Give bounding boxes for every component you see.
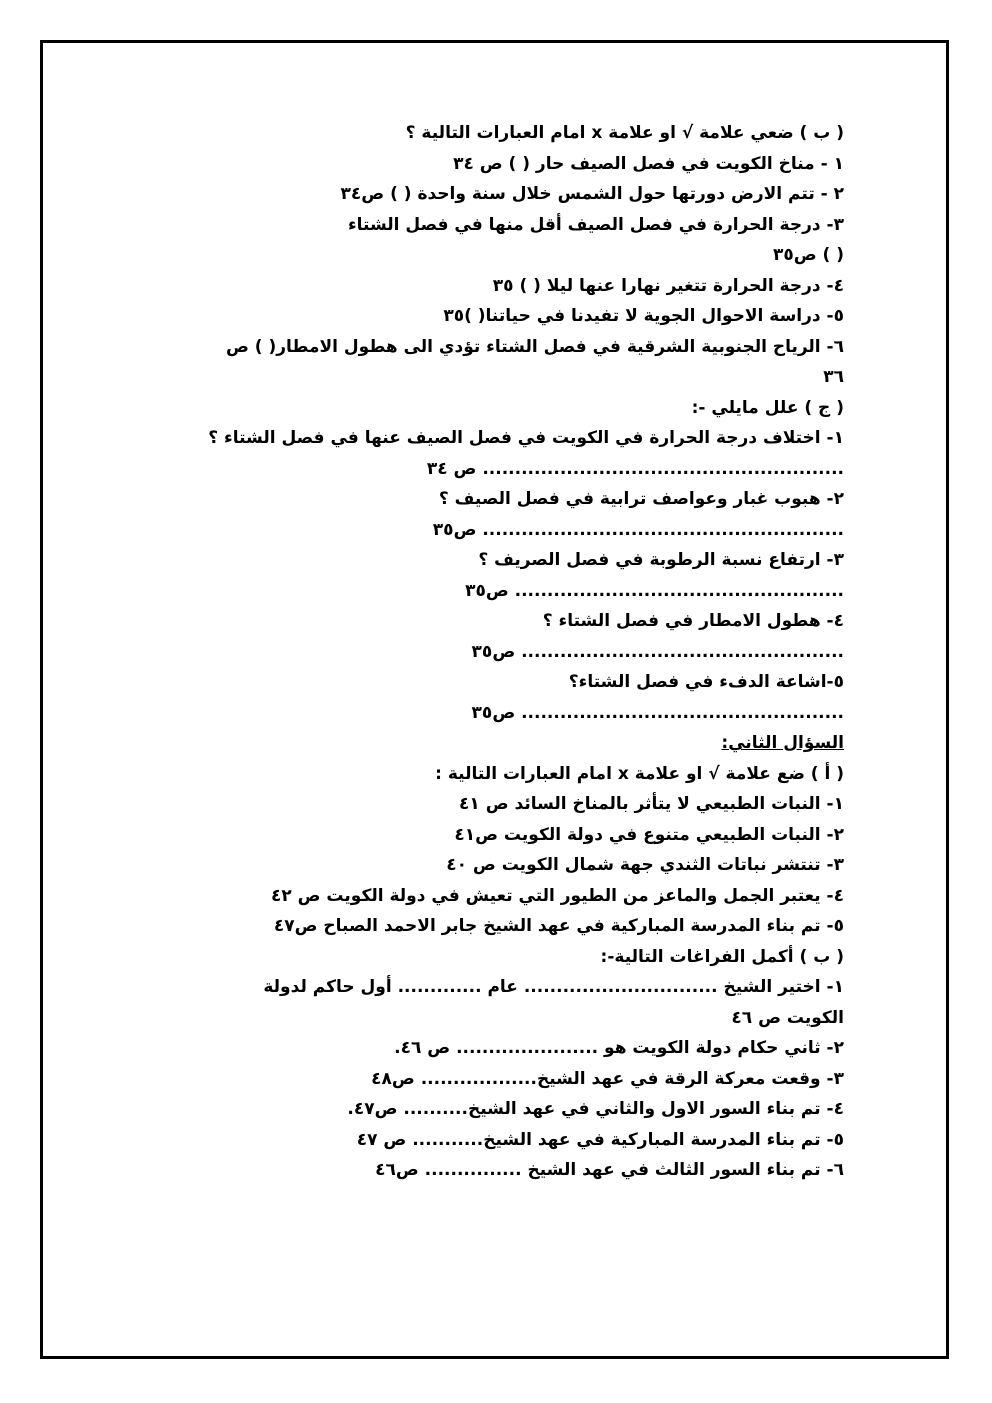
list-item: ٤- تم بناء السور الاول والثاني في عهد الشيخ.......... ص٤٧. [347,1099,844,1119]
question-two-heading: السؤال الثاني: [721,733,844,753]
list-item: ٥- تم بناء المدرسة المباركية في عهد الشيخ........... ص ٤٧ [356,1129,844,1150]
list-item: ٤- يعتبر الجمل والماعز من الطيور التي تعيش في دولة الكويت ص ٤٢ [270,885,844,906]
section-a-heading: ( أ ) ضع علامة √ او علامة x امام العبارات التالية : [435,763,844,784]
list-item: ٥- دراسة الاحوال الجوية لا تفيدنا في حياتنا( )٣٥ [443,306,844,326]
list-item: ٢- النبات الطبيعي متنوع في دولة الكويت ص٤١ [454,824,844,845]
list-item: ٣٦ [823,367,844,387]
section-b2-heading: ( ب ) أكمل الفراغات التالية-: [600,946,844,967]
list-item: ١- اختير الشيخ .............................. عام ............. أول حاكم لدولة [263,977,844,997]
list-item: ٥- تم بناء المدرسة المباركية في عهد الشيخ جابر الاحمد الصباح ص٤٧ [273,916,844,936]
list-item: ٦- الرياح الجنوبية الشرقية في فصل الشتاء تؤدي الى هطول الامطار( ) ص [226,336,844,357]
list-item: ٣- ارتفاع نسبة الرطوبة في فصل الصريف ؟ [478,550,844,570]
list-item: ( ) ص٣٥ [772,245,844,265]
list-item: ٢- ثاني حكام دولة الكويت هو ...................... ص ٤٦. [394,1038,844,1058]
answer-line: ........................................................ ص ٣٤ [426,458,844,479]
answer-line: .................................................. ص٣٥ [471,641,844,662]
list-item: ٥-اشاعة الدفء في فصل الشتاء؟ [568,672,844,692]
section-c-heading: ( ج ) علل مايلي -: [691,397,844,418]
worksheet-content [124,118,844,1186]
list-item: ٦- تم بناء السور الثالث في عهد الشيخ ............... ص٤٦ [375,1160,844,1180]
list-item: ٣- درجة الحرارة في فصل الصيف أقل منها في فصل الشتاء [347,214,844,235]
list-item: ٣- تنتشر نباتات الثندي جهة شمال الكويت ص ٤٠ [446,855,844,875]
answer-line: .................................................. ص٣٥ [471,702,844,723]
list-item: ٢ - تتم الارض دورتها حول الشمس خلال سنة واحدة ( ) ص٣٤ [340,184,844,204]
section-b-heading: ( ب ) ضعي علامة √ او علامة x امام العبارات التالية ؟ [405,123,844,143]
list-item: الكويت ص ٤٦ [731,1007,844,1028]
list-item: ٣- وقعت معركة الرقة في عهد الشيخ.................. ص٤٨ [371,1068,844,1089]
answer-line: ........................................................ ص٣٥ [432,519,844,540]
list-item: ١ - مناخ الكويت في فصل الصيف حار ( ) ص ٣٤ [453,153,844,174]
answer-line: ................................................... ص٣٥ [465,580,844,601]
list-item: ١- النبات الطبيعي لا يتأثر بالمناخ السائد ص ٤١ [459,794,844,814]
list-item: ٤- درجة الحرارة تتغير نهارا عنها ليلا ( ) ٣٥ [492,275,844,296]
list-item: ١- اختلاف درجة الحرارة في الكويت في فصل الصيف عنها في فصل الشتاء ؟ [208,428,844,448]
list-item: ٢- هبوب غبار وعواصف ترابية في فصل الصيف ؟ [438,489,844,509]
list-item: ٤- هطول الامطار في فصل الشتاء ؟ [542,611,844,631]
